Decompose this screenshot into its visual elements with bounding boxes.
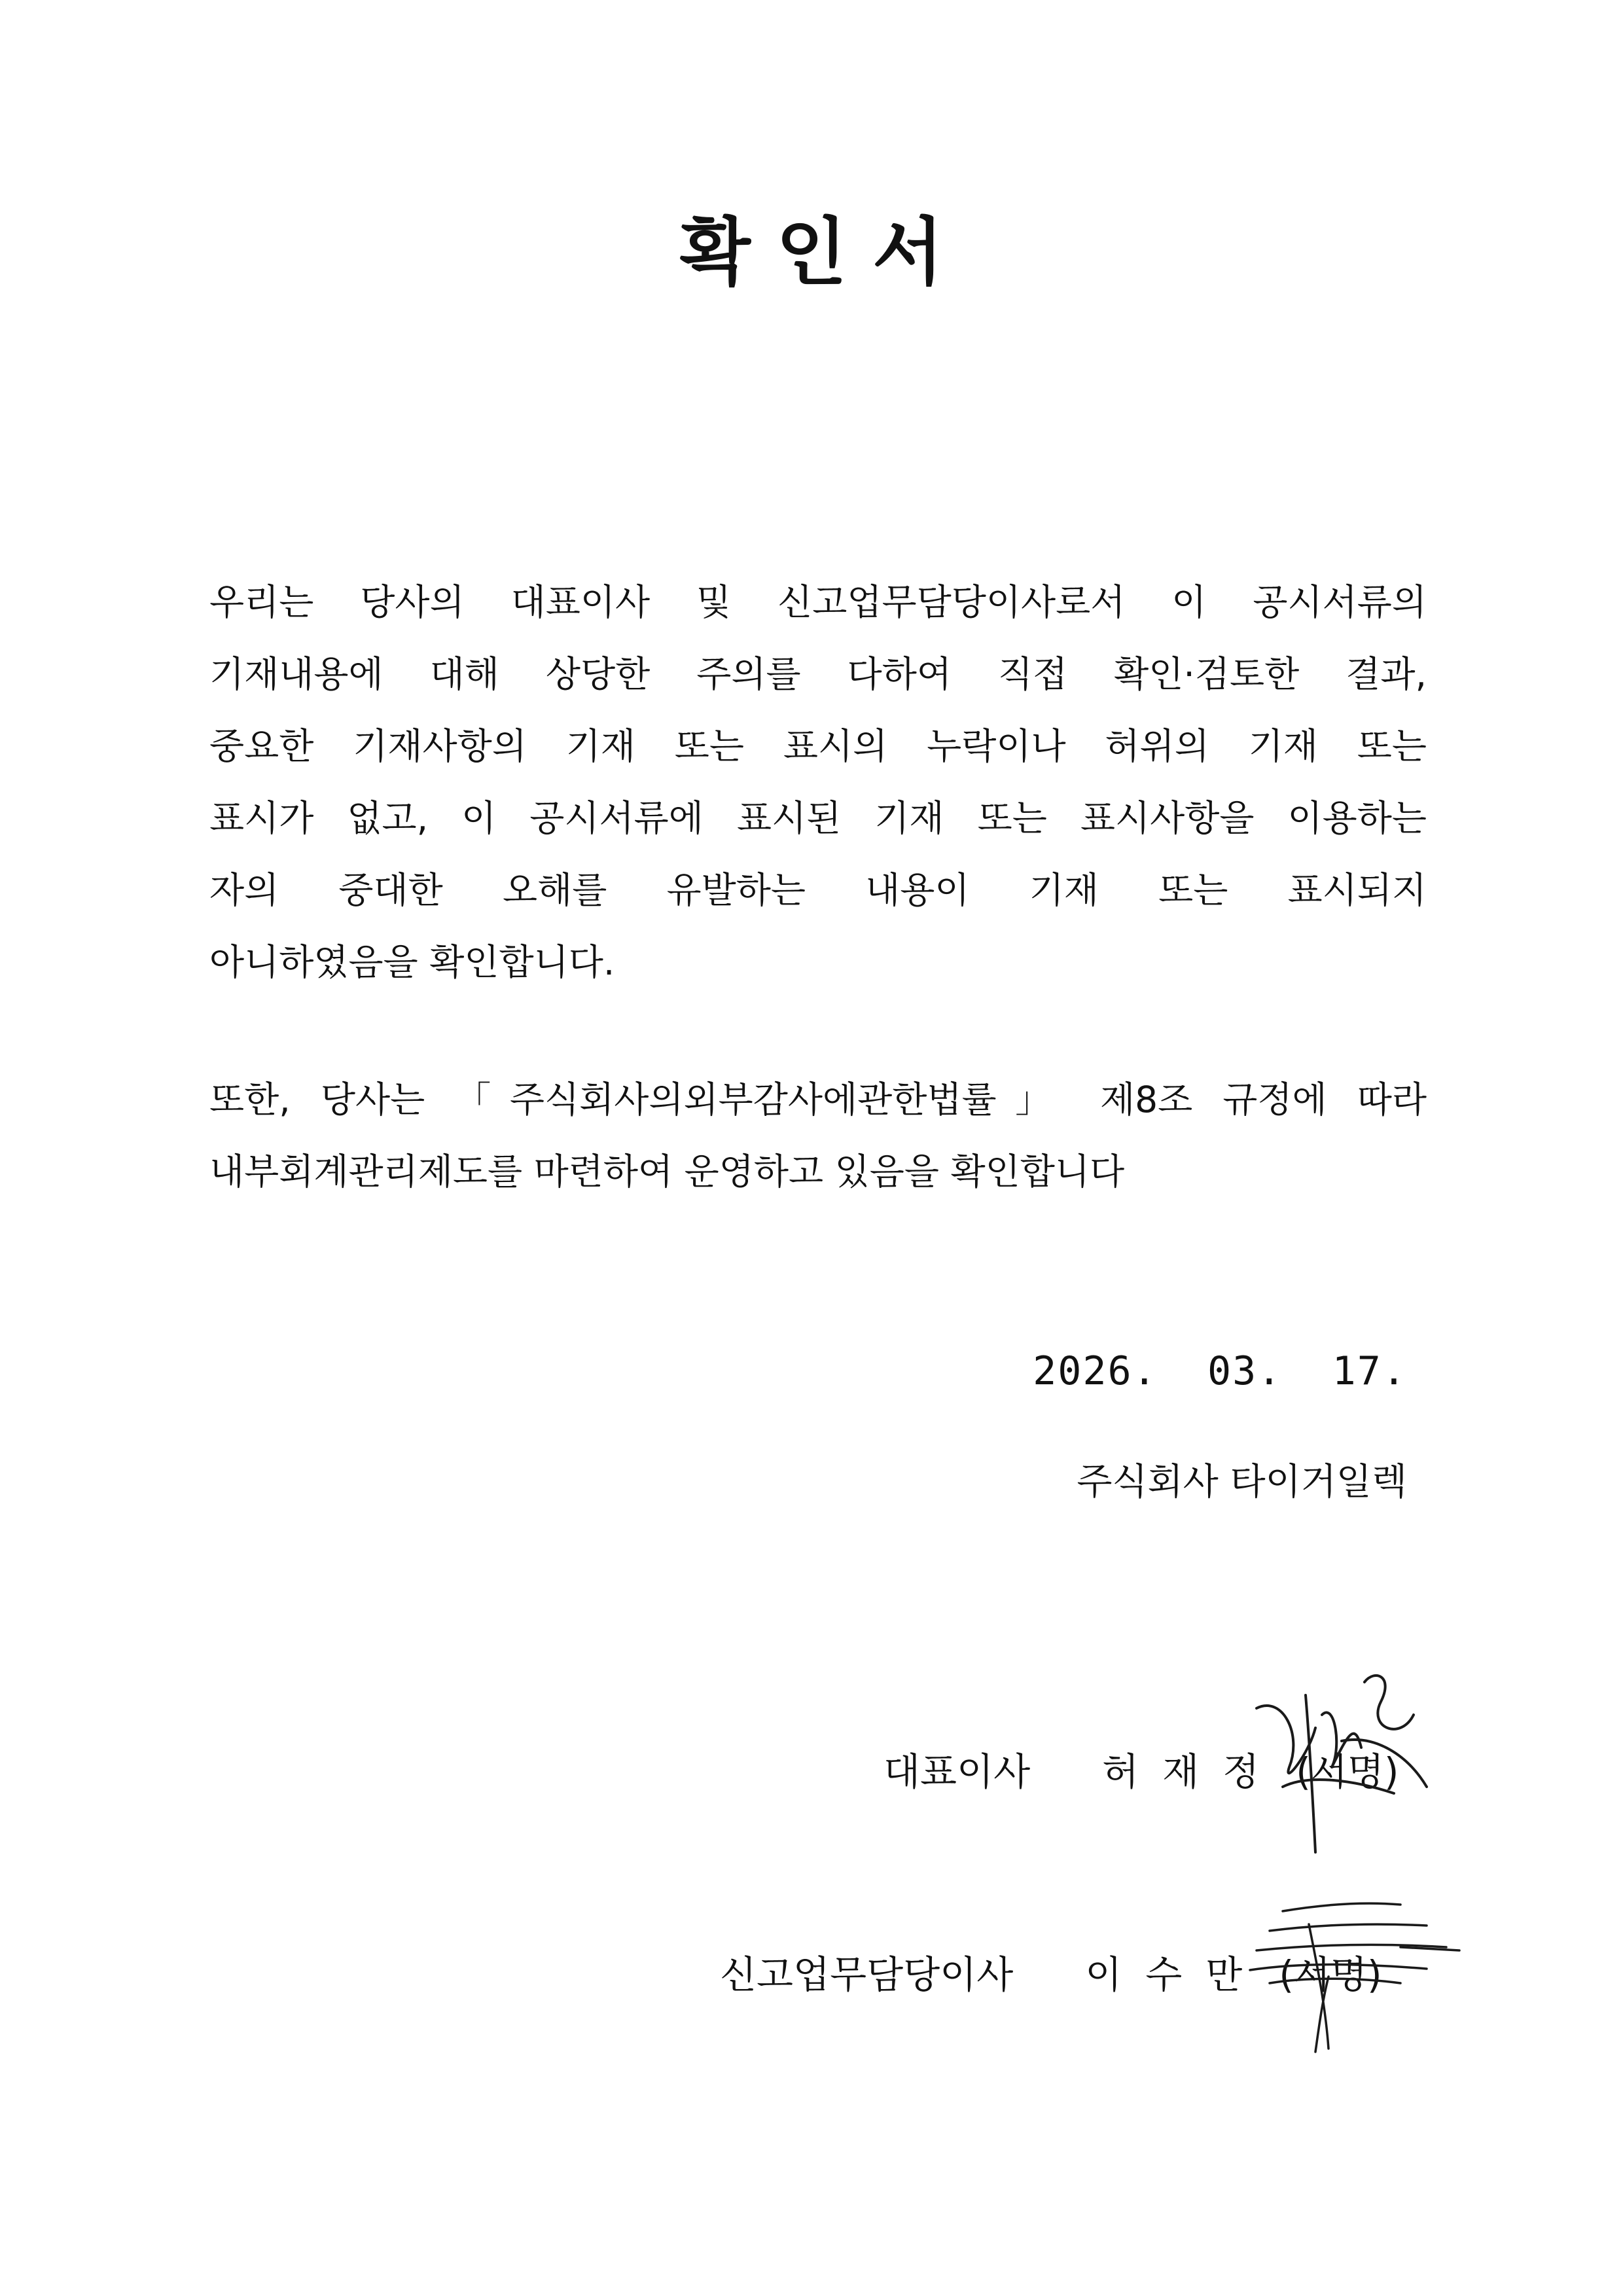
signer-disclosure-director <box>720 1944 1382 1999</box>
paragraph-line: 중요한 기재사항의 기재 또는 표시의 누락이나 허위의 기재 또는 <box>209 725 1427 767</box>
paragraph-line: 아니하였음을 확인합니다. <box>209 941 615 983</box>
internal-control-paragraph <box>209 1064 1427 1234</box>
document-date: 2026. 03. 17. <box>1033 1348 1407 1394</box>
signer-title: 대표이사 <box>883 1749 1031 1794</box>
signer-name: 이수만 <box>1085 1952 1266 1997</box>
signer-title: 신고업무담당이사 <box>720 1952 1014 1997</box>
paragraph-line: 표시가 없고, 이 공시서류에 표시된 기재 또는 표시사항을 이용하는 <box>209 797 1427 839</box>
paragraph-line: 자의 중대한 오해를 유발하는 내용이 기재 또는 표시되지 <box>209 869 1427 911</box>
confirmation-paragraph <box>209 566 1427 1024</box>
signature-placeholder: (서명) <box>1296 1749 1399 1794</box>
paragraph-line: 우리는 당사의 대표이사 및 신고업무담당이사로서 이 공시서류의 <box>209 581 1427 623</box>
paragraph-line: 또한, 당사는 「주식회사의외부감사에관한법률」 제8조 규정에 따라 <box>209 1079 1427 1121</box>
document-title: 확 인 서 <box>679 210 944 295</box>
paragraph-line: 내부회계관리제도를 마련하여 운영하고 있음을 확인합니다 <box>209 1151 1125 1193</box>
signer-name: 허재정 <box>1102 1749 1283 1794</box>
signature-placeholder: (서명) <box>1279 1952 1382 1997</box>
signer-ceo <box>883 1741 1399 1796</box>
company-name: 주식회사 타이거일렉 <box>1077 1461 1407 1503</box>
paragraph-line: 기재내용에 대해 상당한 주의를 다하여 직접 확인·검토한 결과, <box>209 653 1427 695</box>
